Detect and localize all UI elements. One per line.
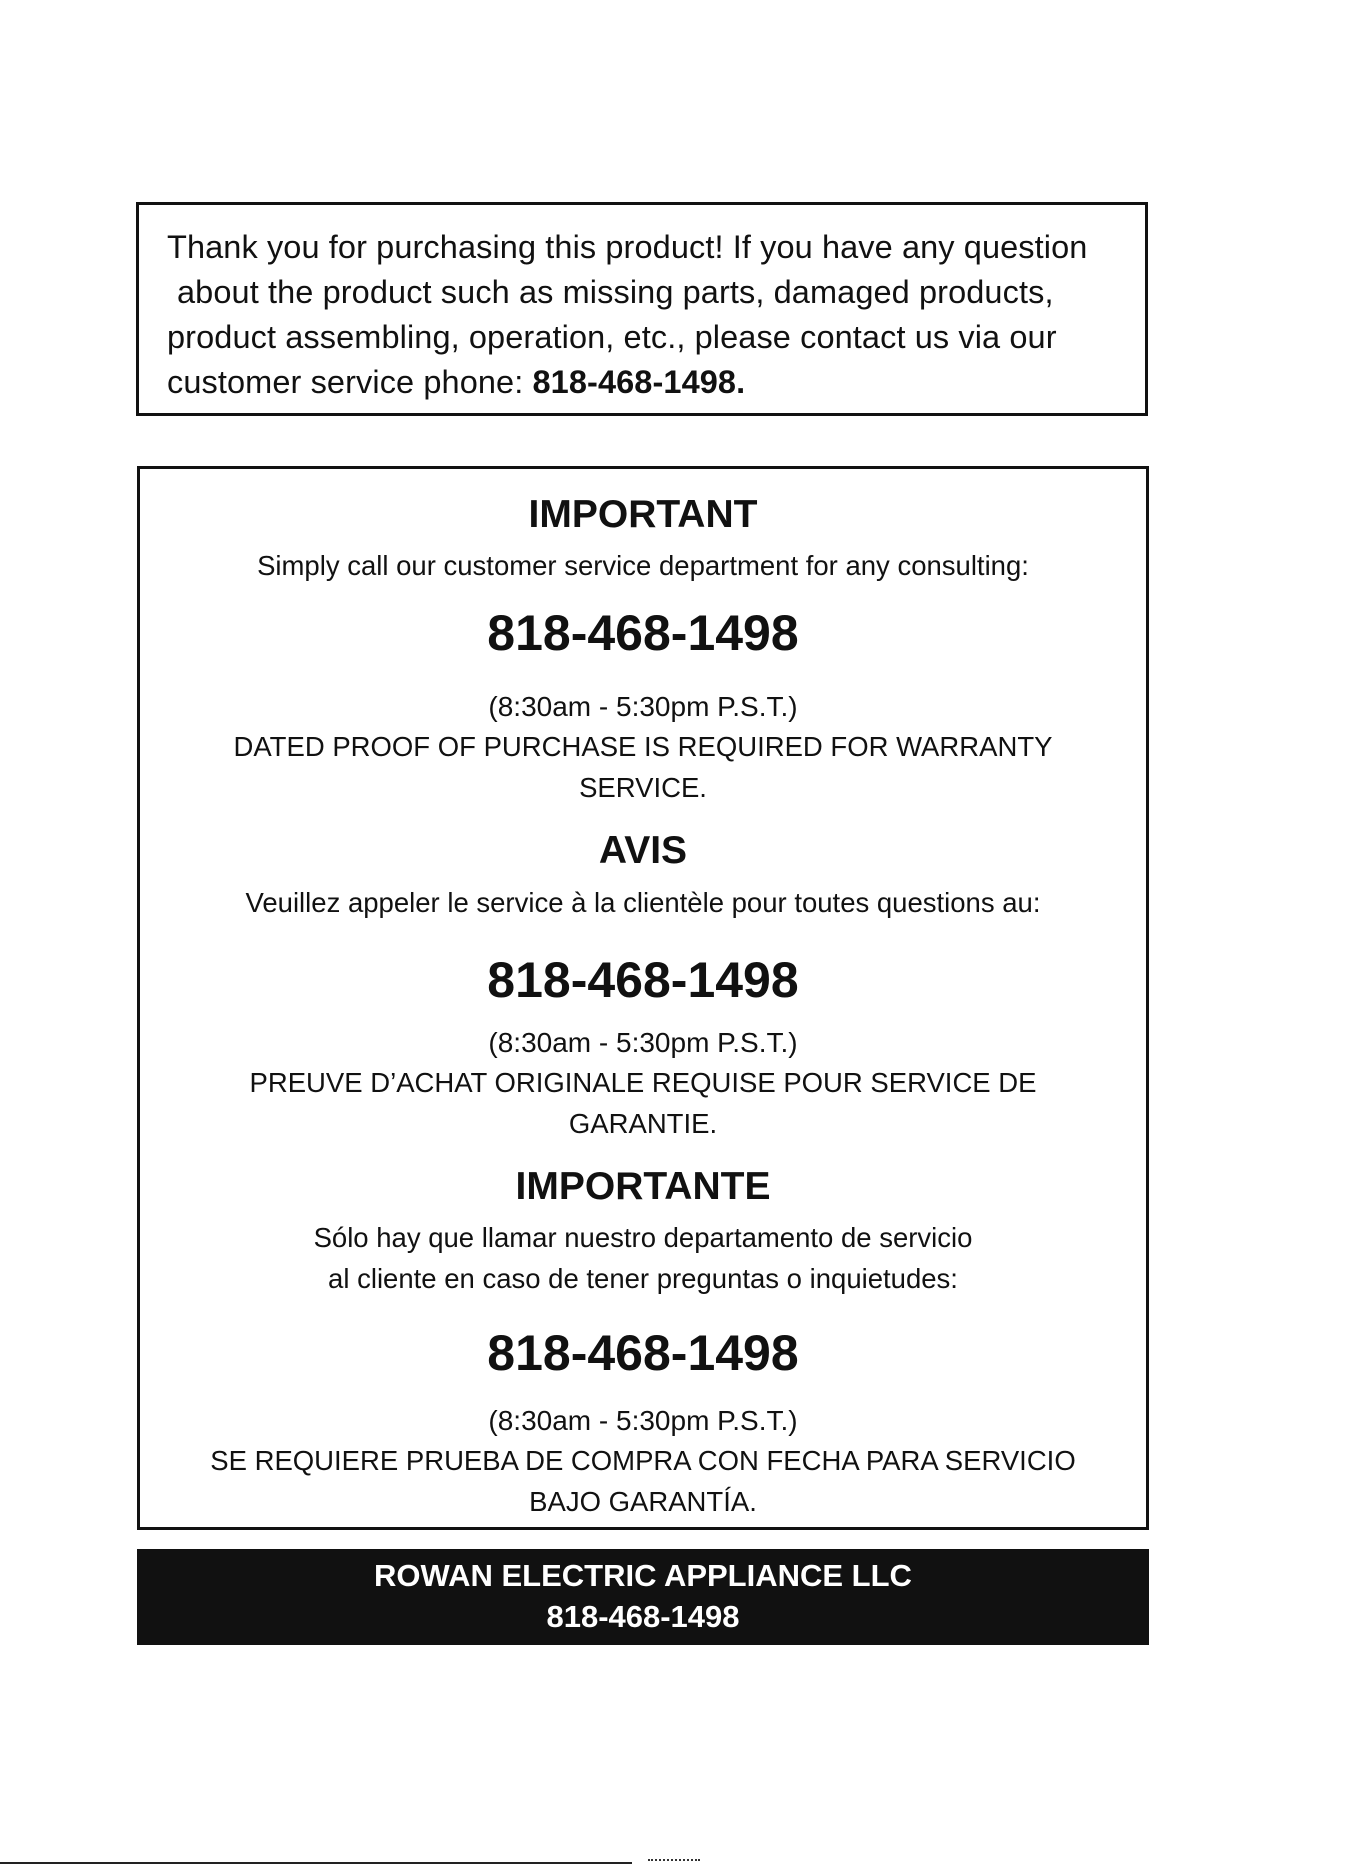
french-warranty-line-2: GARANTIE. — [568, 1108, 718, 1139]
bottom-crop-mark — [648, 1859, 700, 1864]
bottom-divider — [0, 1862, 632, 1864]
french-warranty-line-1: PREUVE D’ACHAT ORIGINALE REQUISE POUR SERVICE DE — [249, 1067, 1037, 1098]
intro-line-3: product assembling, operation, etc., please contact us via our — [167, 319, 1057, 355]
intro-line-4 — [167, 360, 1123, 405]
spanish-warranty-line-1: SE REQUIERE PRUEBA DE COMPRA CON FECHA PARA SERVICIO — [210, 1445, 1076, 1476]
english-hours: (8:30am - 5:30pm P.S.T.) — [488, 691, 798, 722]
french-phone: 818-468-1498 — [487, 952, 799, 1008]
english-call-text: Simply call our customer service department for any consulting: — [257, 550, 1029, 581]
french-call-text: Veuillez appeler le service à la clientèle pour toutes questions au: — [245, 887, 1041, 918]
english-phone: 818-468-1498 — [487, 605, 799, 661]
spanish-hours: (8:30am - 5:30pm P.S.T.) — [488, 1405, 798, 1436]
intro-line-1: Thank you for purchasing this product! If you have any question — [167, 229, 1088, 265]
french-hours: (8:30am - 5:30pm P.S.T.) — [488, 1027, 798, 1058]
intro-line-2 — [167, 270, 1123, 315]
french-heading: AVIS — [598, 829, 688, 872]
intro-line-2-text: about the product such as missing parts, damaged products, — [177, 274, 1054, 310]
spanish-heading: IMPORTANTE — [515, 1165, 771, 1208]
intro-phone: 818-468-1498. — [532, 364, 746, 400]
important-notice-box — [137, 466, 1149, 1530]
english-heading: IMPORTANT — [528, 493, 758, 536]
spanish-call-line-1: Sólo hay que llamar nuestro departamento de servicio — [313, 1222, 973, 1253]
thank-you-notice-box — [136, 202, 1148, 416]
spanish-call-line-2: al cliente en caso de tener preguntas o inquietudes: — [328, 1263, 958, 1294]
english-warranty-line-2: SERVICE. — [579, 772, 707, 803]
spanish-phone: 818-468-1498 — [487, 1325, 799, 1381]
spanish-warranty-line-2: BAJO GARANTÍA. — [529, 1486, 757, 1517]
company-banner — [137, 1549, 1149, 1645]
english-warranty-line-1: DATED PROOF OF PURCHASE IS REQUIRED FOR WARRANTY — [233, 731, 1053, 762]
company-phone: 818-468-1498 — [546, 1599, 740, 1634]
intro-line-4-prefix: customer service phone: — [167, 364, 533, 400]
company-name: ROWAN ELECTRIC APPLIANCE LLC — [374, 1558, 912, 1593]
